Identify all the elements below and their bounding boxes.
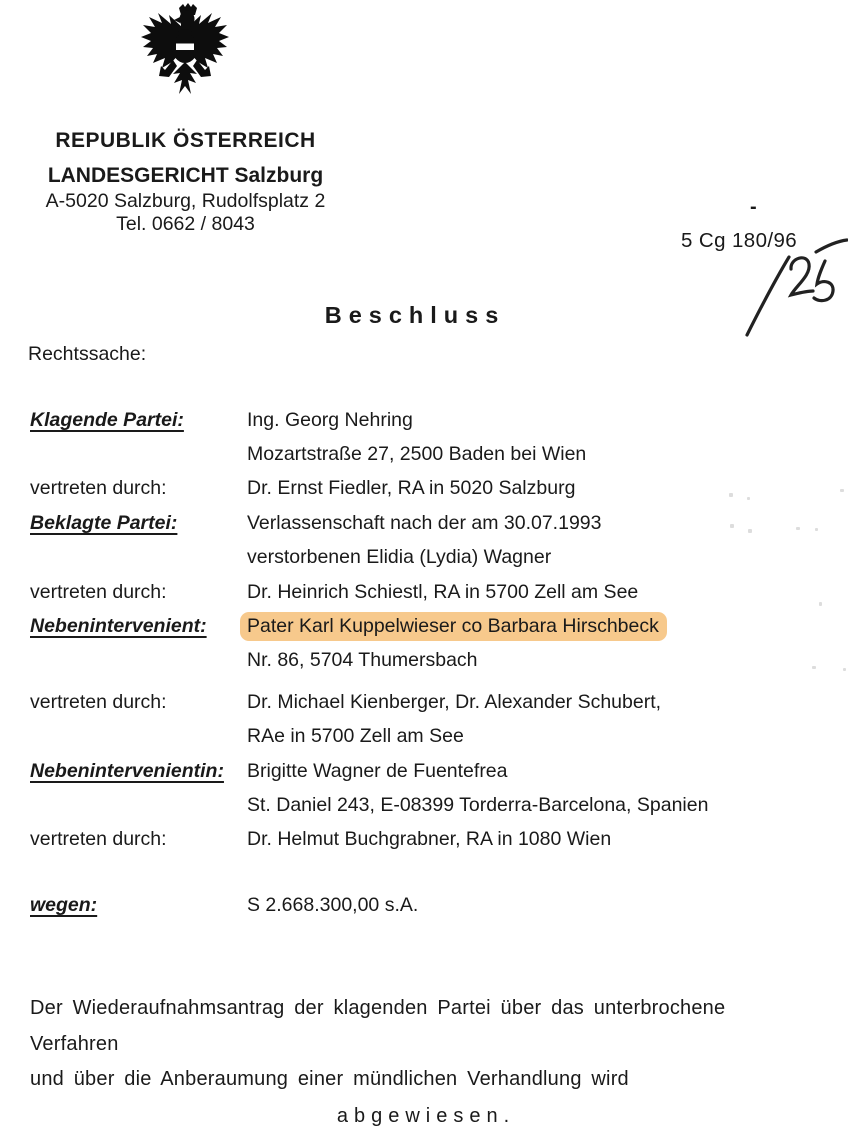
- scan-speck: [819, 602, 822, 606]
- party-value: St. Daniel 243, E-08399 Torderra-Barcelona, Spanien: [247, 794, 826, 817]
- table-row: [30, 472, 826, 506]
- court-address: A-5020 Salzburg, Rudolfsplatz 2: [13, 189, 358, 213]
- party-label: vertreten durch:: [30, 477, 247, 500]
- table-row: [30, 437, 826, 471]
- scan-speck: [796, 527, 800, 530]
- scan-speck: [747, 497, 750, 500]
- table-row: [30, 644, 826, 678]
- pen-dash-mark: -: [681, 200, 831, 214]
- highlighted-text: Pater Karl Kuppelwieser co Barbara Hirschbeck: [240, 612, 667, 641]
- table-row: [30, 823, 826, 857]
- austrian-federal-eagle-icon: [139, 2, 231, 102]
- decision-line: und über die Anberaumung einer mündlichen Verhandlung wird: [30, 1062, 822, 1098]
- republic-line: REPUBLIK ÖSTERREICH: [13, 128, 358, 154]
- verdict-text: abgewiesen.: [30, 1099, 822, 1134]
- table-row: [30, 888, 826, 922]
- letterhead: [13, 128, 358, 236]
- table-row: [30, 403, 826, 437]
- decision-paragraph: [30, 991, 822, 1134]
- table-row: [30, 609, 826, 643]
- scan-speck: [730, 524, 734, 528]
- decision-line: Der Wiederaufnahmsantrag der klagenden Partei über das unterbrochene Verfahren: [30, 991, 822, 1062]
- party-label: vertreten durch:: [30, 581, 247, 604]
- party-value: Brigitte Wagner de Fuentefrea: [247, 760, 826, 783]
- party-value: Dr. Helmut Buchgrabner, RA in 1080 Wien: [247, 828, 826, 851]
- party-label: wegen:: [30, 894, 247, 917]
- scan-speck: [748, 529, 752, 533]
- party-value: Ing. Georg Nehring: [247, 409, 826, 432]
- party-value: RAe in 5700 Zell am See: [247, 725, 826, 748]
- table-row: [30, 685, 826, 719]
- intro-label: Rechtssache:: [28, 343, 146, 366]
- document-title: Beschluss: [0, 302, 830, 329]
- scan-speck: [843, 668, 846, 671]
- party-value: verstorbenen Elidia (Lydia) Wagner: [247, 546, 826, 569]
- party-label: Nebenintervenient:: [30, 615, 247, 638]
- table-row: [30, 541, 826, 575]
- court-name: LANDESGERICHT Salzburg: [13, 164, 358, 188]
- party-value: Dr. Michael Kienberger, Dr. Alexander Schubert,: [247, 691, 826, 714]
- party-label: Beklagte Partei:: [30, 512, 247, 535]
- case-number: 5 Cg 180/96: [681, 229, 831, 253]
- party-label: vertreten durch:: [30, 828, 247, 851]
- party-value: Dr. Ernst Fiedler, RA in 5020 Salzburg: [247, 477, 826, 500]
- scan-speck: [729, 493, 733, 497]
- party-label: Klagende Partei:: [30, 409, 247, 432]
- scan-speck: [815, 528, 818, 531]
- party-value: Verlassenschaft nach der am 30.07.1993: [247, 512, 826, 535]
- party-value: Nr. 86, 5704 Thumersbach: [247, 649, 826, 672]
- scan-speck: [812, 666, 816, 669]
- party-value: Mozartstraße 27, 2500 Baden bei Wien: [247, 443, 826, 466]
- party-label: vertreten durch:: [30, 691, 247, 714]
- table-row: [30, 754, 826, 788]
- court-phone: Tel. 0662 / 8043: [13, 213, 358, 236]
- scan-speck: [840, 489, 844, 492]
- party-label: Nebenintervenientin:: [30, 760, 247, 783]
- party-value: Dr. Heinrich Schiestl, RA in 5700 Zell am See: [247, 581, 826, 604]
- table-row: [30, 720, 826, 754]
- party-value: S 2.668.300,00 s.A.: [247, 894, 826, 917]
- parties-table: [30, 403, 826, 922]
- table-row: [30, 788, 826, 822]
- table-row: [30, 506, 826, 540]
- party-value: [247, 615, 826, 638]
- table-row: [30, 575, 826, 609]
